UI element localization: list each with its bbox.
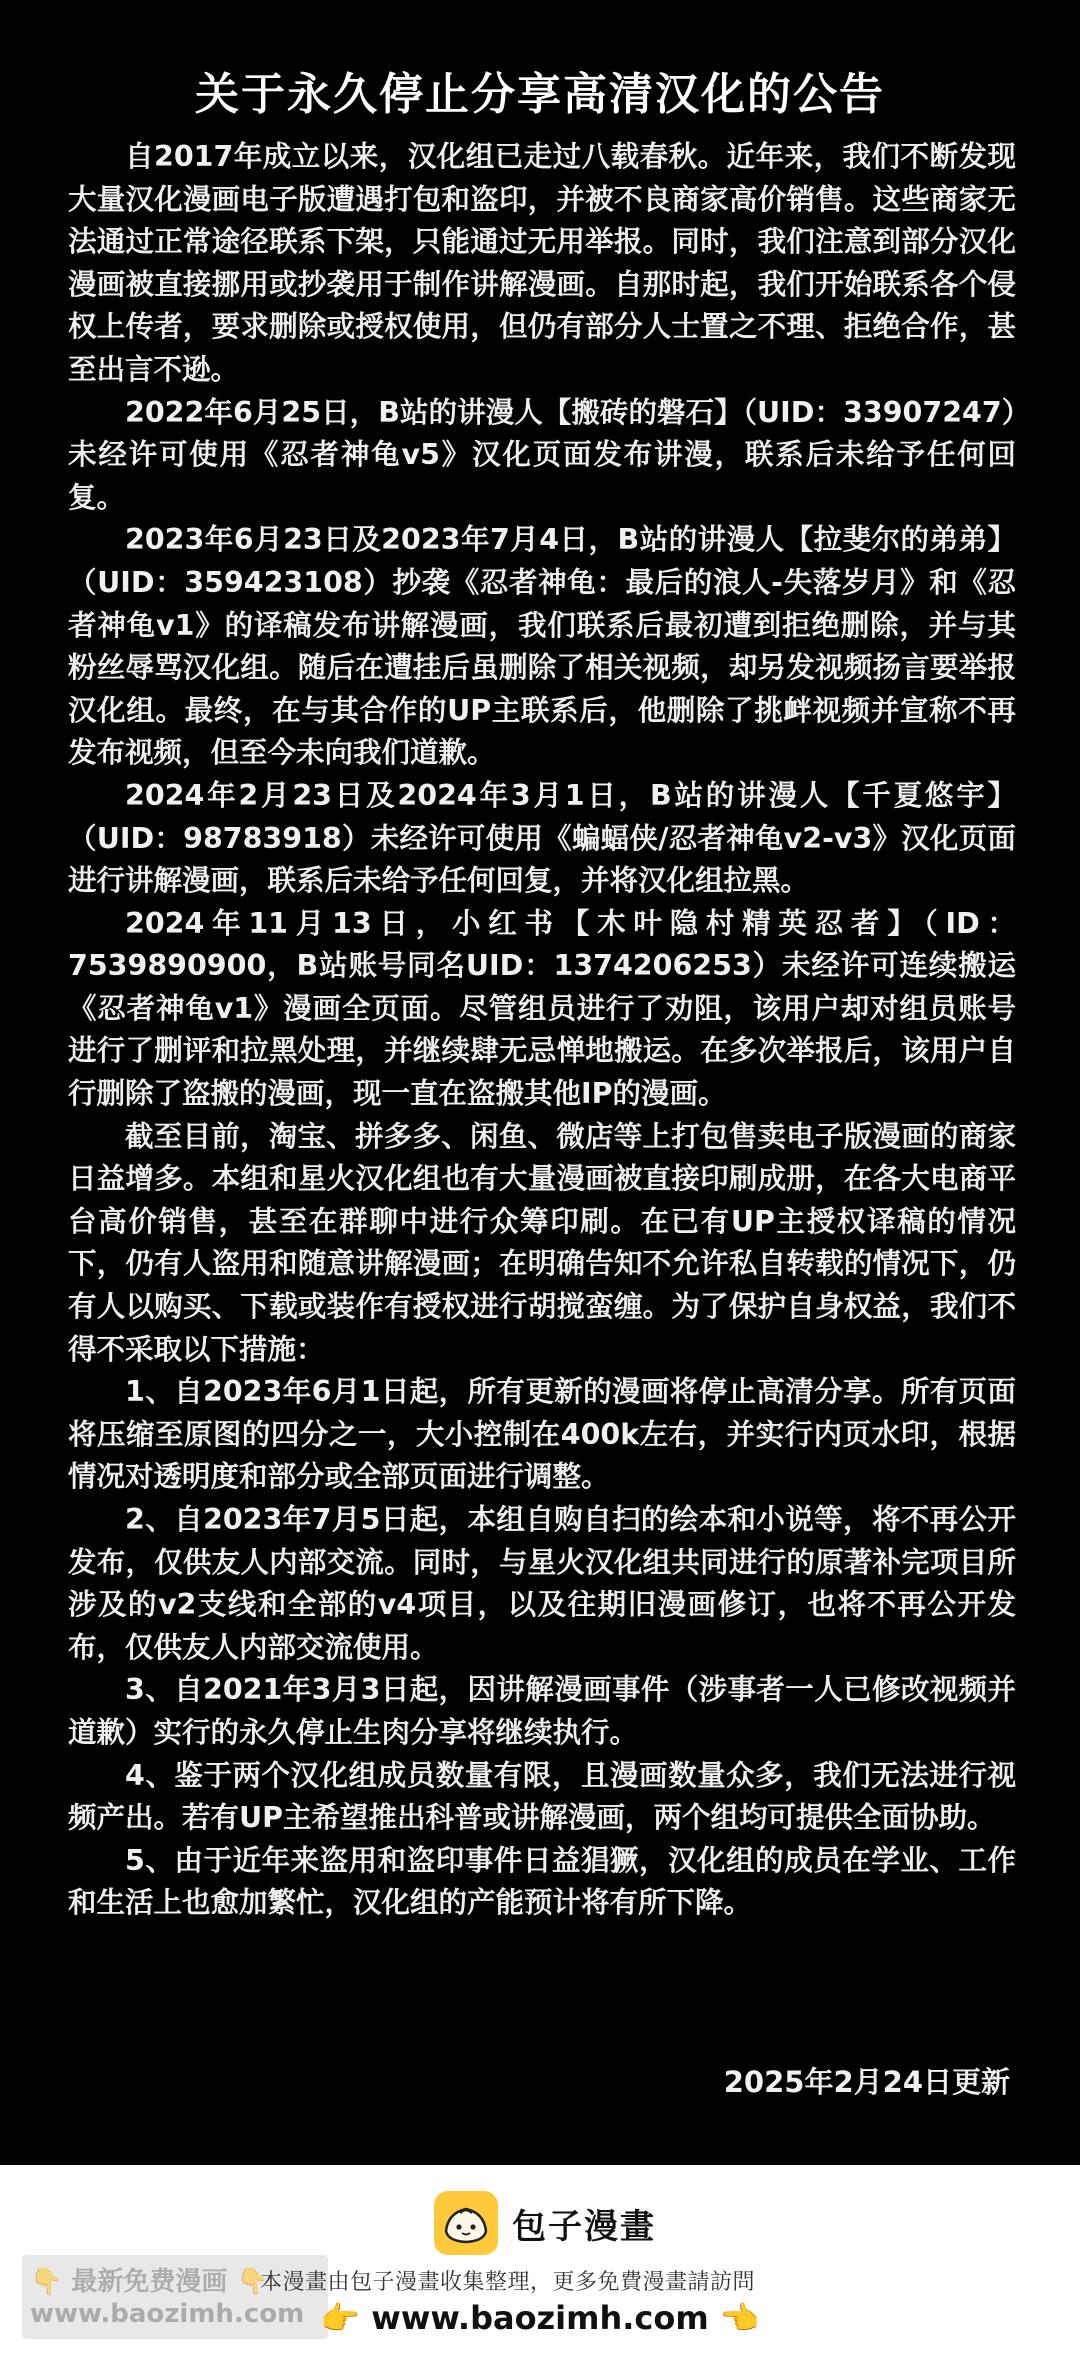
paragraph: 2022年6月25日，B站的讲漫人【搬砖的磐石】（UID：33907247）未经许可使用《忍者神龟v5》汉化页面发布讲漫，联系后未给予任何回复。 bbox=[68, 395, 1016, 514]
measure-item: 4、鉴于两个汉化组成员数量有限，且漫画数量众多，我们无法进行视频产出。若有UP主希望推出科普或讲解漫画，两个组均可提供全面协助。 bbox=[68, 1758, 1016, 1835]
site-url-link[interactable]: www.baozimh.com bbox=[371, 2299, 709, 2337]
brand[interactable] bbox=[434, 2191, 656, 2255]
footer-url-row bbox=[0, 2299, 1080, 2337]
paragraph: 自2017年成立以来，汉化组已走过八载春秋。近年来，我们不断发现大量汉化漫画电子版遭遇打包和盗印，并被不良商家高价销售。这些商家无法通过正常途径联系下架，只能通过无用举报。同时，我们注意到部分汉化漫画被直接挪用或抄袭用于制作讲解漫画。自那时起，我们开始联系各个侵权上传者，要求删除或授权使用，但仍有部分人士置之不理、拒绝合作，甚至出言不逊。 bbox=[68, 140, 1016, 386]
brand-name: 包子漫畫 bbox=[512, 2206, 656, 2247]
paragraph: 2023年6月23日及2023年7月4日，B站的讲漫人【拉斐尔的弟弟】（UID：359423108）抄袭《忍者神龟：最后的浪人-失落岁月》和《忍者神龟v1》的译稿发布讲解漫画，我们联系后最初遭到拒绝删除，并与其粉丝辱骂汉化组。随后在遭挂后虽删除了相关视频，却另发视频扬言要举报汉化组。最终，在与其合作的UP主联系后，他删除了挑衅视频并宣称不再发布视频，但至今未向我们道歉。 bbox=[68, 523, 1016, 770]
paragraph: 2024年11月13日，小红书【木叶隐村精英忍者】（ID：7539890900，B站账号同名UID：1374206253）未经许可连续搬运《忍者神龟v1》漫画全页面。尽管组员进行了劝阻，该用户却对组员账号进行了删评和拉黑处理，并继续肆无忌惮地搬运。在多次举报后，该用户自行删除了盗搬的漫画，现一直在盗搬其他IP的漫画。 bbox=[68, 906, 1016, 1111]
notice-title: 关于永久停止分享高清汉化的公告 bbox=[195, 69, 885, 120]
pointing-right-icon: 👉 bbox=[320, 2299, 361, 2337]
measure-item: 5、由于近年来盗用和盗印事件日益猖獗，汉化组的成员在学业、工作和生活上也愈加繁忙，汉化组的产能预计将有所下降。 bbox=[68, 1843, 1016, 1920]
measure-item: 2、自2023年7月5日起，本组自购自扫的绘本和小说等，将不再公开发布，仅供友人内部交流。同时，与星火汉化组共同进行的原著补完项目所涉及的v2支线和全部的v4项目，以及往期旧漫画修订，也将不再公开发布，仅供友人内部交流使用。 bbox=[68, 1503, 1016, 1664]
watermark-url: www.baozimh.com bbox=[30, 2299, 305, 2329]
pointing-left-icon: 👈 bbox=[719, 2299, 760, 2337]
footer-description: 本漫畫由包子漫畫收集整理，更多免費漫畫請訪問 bbox=[260, 2270, 756, 2295]
paragraph: 截至目前，淘宝、拼多多、闲鱼、微店等上打包售卖电子版漫画的商家日益增多。本组和星火汉化组也有大量漫画被直接印刷成册，在各大电商平台高价销售，甚至在群聊中进行众筹印刷。在已有UP主授权译稿的情况下，仍有人盗用和随意讲解漫画；在明确告知不允许私自转载的情况下，仍有人以购买、下载或装作有授权进行胡搅蛮缠。为了保护自身权益，我们不得不采取以下措施： bbox=[68, 1119, 1016, 1366]
site-footer bbox=[0, 2165, 1080, 2365]
baozi-logo-icon bbox=[434, 2191, 498, 2255]
update-date: 2025年2月24日更新 bbox=[723, 2065, 1010, 2099]
paragraph: 2024年2月23日及2024年3月1日，B站的讲漫人【千夏悠宇】（UID：98783918）未经许可使用《蝙蝠侠/忍者神龟v2-v3》汉化页面进行讲解漫画，联系后未给予任何回复，并将汉化组拉黑。 bbox=[68, 778, 1016, 898]
notice-body bbox=[68, 136, 1016, 1925]
measure-item: 1、自2023年6月1日起，所有更新的漫画将停止高清分享。所有页面将压缩至原图的四分之一，大小控制在400k左右，并实行内页水印，根据情况对透明度和部分或全部页面进行调整。 bbox=[68, 1375, 1016, 1494]
measure-item: 3、自2021年3月3日起，因讲解漫画事件（涉事者一人已修改视频并道歉）实行的永久停止生肉分享将继续执行。 bbox=[68, 1673, 1016, 1749]
watermark-text: 👇 最新免费漫画 👇 bbox=[30, 2267, 269, 2297]
